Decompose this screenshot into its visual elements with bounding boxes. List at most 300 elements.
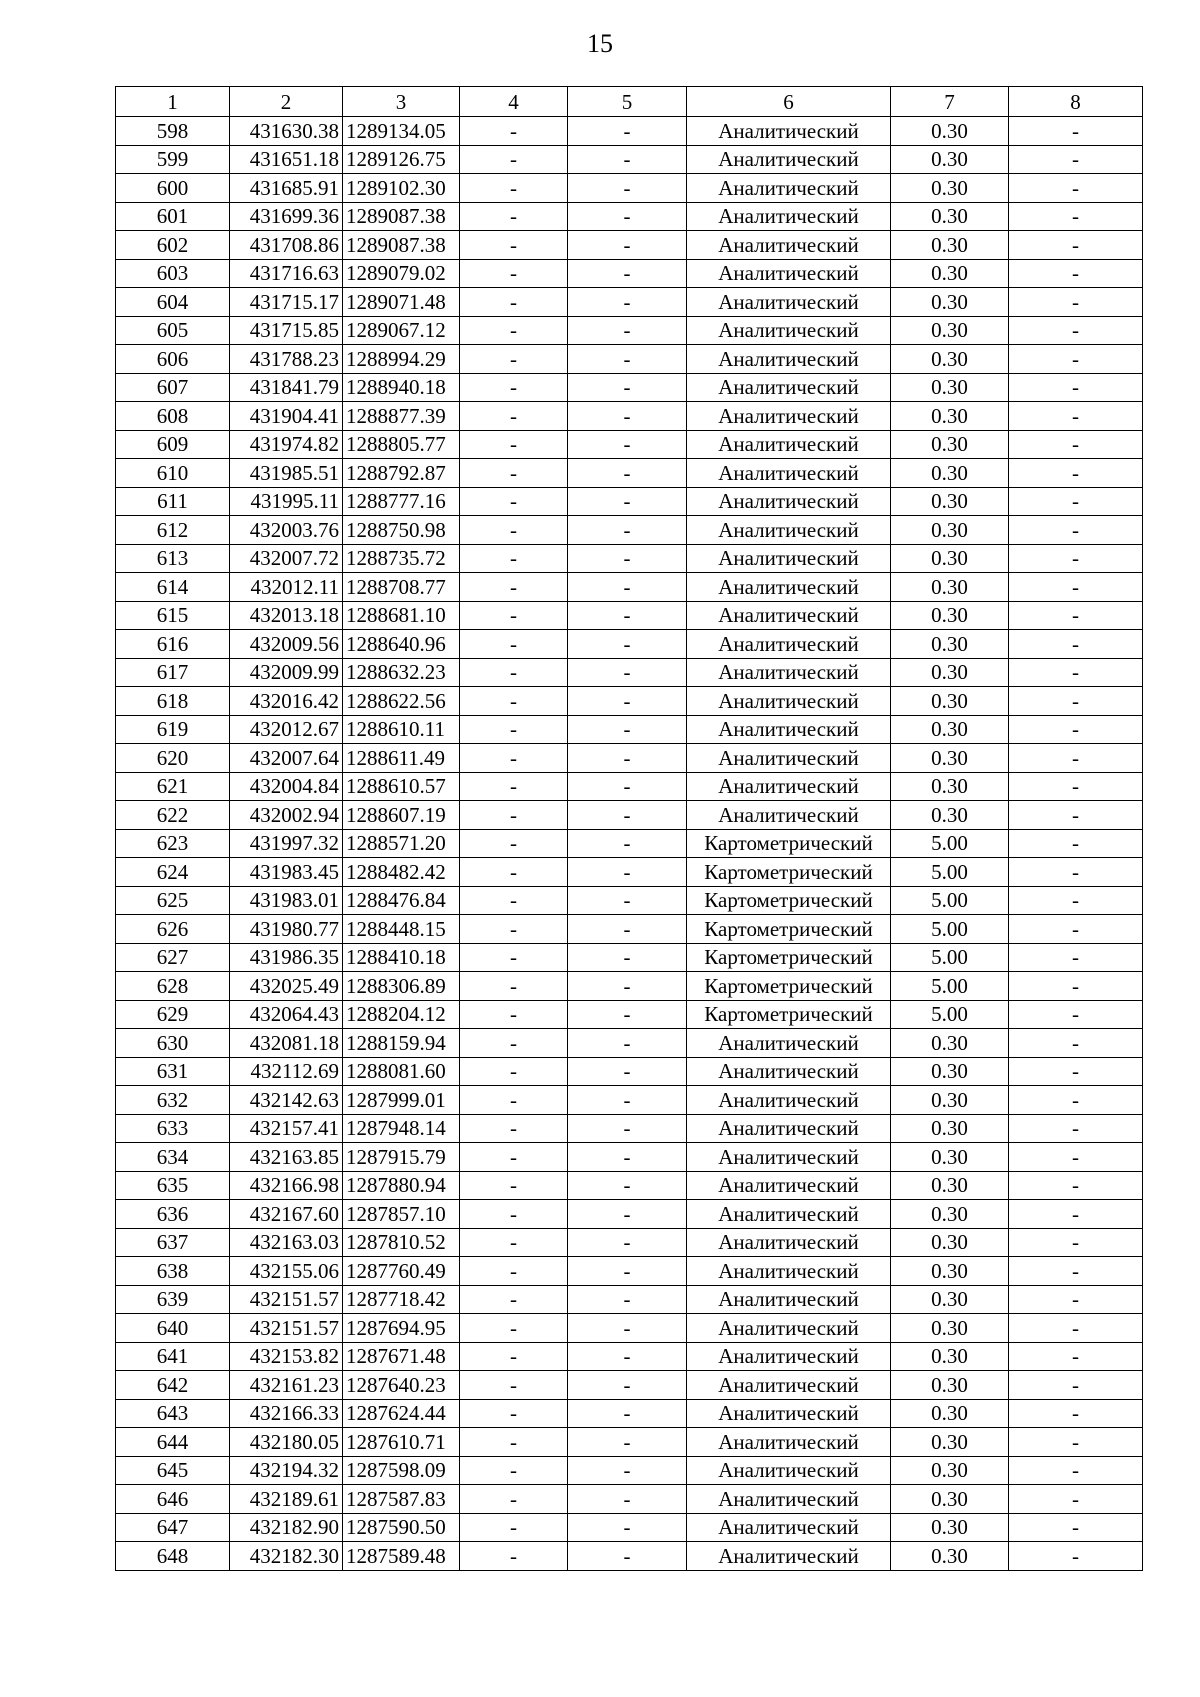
point-number-cell: 623 bbox=[116, 829, 230, 858]
col5-cell: - bbox=[568, 601, 687, 630]
table-row bbox=[116, 1086, 1143, 1115]
col4-cell: - bbox=[460, 430, 568, 459]
x-coordinate-cell: 431715.17 bbox=[230, 288, 343, 317]
y-coordinate-cell: 1288482.42 bbox=[343, 858, 460, 887]
x-coordinate-cell: 431715.85 bbox=[230, 316, 343, 345]
method-cell: Аналитический bbox=[687, 1143, 891, 1172]
table-row bbox=[116, 117, 1143, 146]
table-row bbox=[116, 1029, 1143, 1058]
point-number-cell: 616 bbox=[116, 630, 230, 659]
method-cell: Аналитический bbox=[687, 1171, 891, 1200]
point-number-cell: 648 bbox=[116, 1542, 230, 1571]
table-row bbox=[116, 829, 1143, 858]
method-cell: Аналитический bbox=[687, 1086, 891, 1115]
table-header bbox=[116, 87, 1143, 117]
table-row bbox=[116, 1399, 1143, 1428]
col4-cell: - bbox=[460, 772, 568, 801]
table-row bbox=[116, 943, 1143, 972]
col8-cell: - bbox=[1009, 972, 1143, 1001]
col4-cell: - bbox=[460, 117, 568, 146]
y-coordinate-cell: 1288750.98 bbox=[343, 516, 460, 545]
col5-cell: - bbox=[568, 1285, 687, 1314]
accuracy-cell: 0.30 bbox=[891, 1200, 1009, 1229]
method-cell: Аналитический bbox=[687, 1200, 891, 1229]
accuracy-cell: 0.30 bbox=[891, 630, 1009, 659]
col4-cell: - bbox=[460, 1314, 568, 1343]
x-coordinate-cell: 431985.51 bbox=[230, 459, 343, 488]
col5-cell: - bbox=[568, 573, 687, 602]
col4-cell: - bbox=[460, 943, 568, 972]
col4-cell: - bbox=[460, 1371, 568, 1400]
x-coordinate-cell: 432081.18 bbox=[230, 1029, 343, 1058]
method-cell: Аналитический bbox=[687, 516, 891, 545]
point-number-cell: 618 bbox=[116, 687, 230, 716]
table-row bbox=[116, 544, 1143, 573]
accuracy-cell: 0.30 bbox=[891, 1513, 1009, 1542]
table-row bbox=[116, 1114, 1143, 1143]
point-number-cell: 599 bbox=[116, 145, 230, 174]
x-coordinate-cell: 432004.84 bbox=[230, 772, 343, 801]
table-row bbox=[116, 1171, 1143, 1200]
accuracy-cell: 5.00 bbox=[891, 1000, 1009, 1029]
y-coordinate-cell: 1288306.89 bbox=[343, 972, 460, 1001]
x-coordinate-cell: 432007.64 bbox=[230, 744, 343, 773]
x-coordinate-cell: 431788.23 bbox=[230, 345, 343, 374]
point-number-cell: 604 bbox=[116, 288, 230, 317]
x-coordinate-cell: 432012.67 bbox=[230, 715, 343, 744]
x-coordinate-cell: 432112.69 bbox=[230, 1057, 343, 1086]
accuracy-cell: 0.30 bbox=[891, 744, 1009, 773]
point-number-cell: 641 bbox=[116, 1342, 230, 1371]
y-coordinate-cell: 1288632.23 bbox=[343, 658, 460, 687]
col8-cell: - bbox=[1009, 1057, 1143, 1086]
table-row bbox=[116, 316, 1143, 345]
point-number-cell: 640 bbox=[116, 1314, 230, 1343]
accuracy-cell: 0.30 bbox=[891, 715, 1009, 744]
accuracy-cell: 5.00 bbox=[891, 858, 1009, 887]
col8-cell: - bbox=[1009, 1257, 1143, 1286]
point-number-cell: 629 bbox=[116, 1000, 230, 1029]
x-coordinate-cell: 432151.57 bbox=[230, 1285, 343, 1314]
col8-cell: - bbox=[1009, 630, 1143, 659]
y-coordinate-cell: 1288081.60 bbox=[343, 1057, 460, 1086]
col8-cell: - bbox=[1009, 858, 1143, 887]
col8-cell: - bbox=[1009, 1029, 1143, 1058]
x-coordinate-cell: 432163.03 bbox=[230, 1228, 343, 1257]
accuracy-cell: 0.30 bbox=[891, 573, 1009, 602]
x-coordinate-cell: 432182.30 bbox=[230, 1542, 343, 1571]
col4-cell: - bbox=[460, 145, 568, 174]
accuracy-cell: 0.30 bbox=[891, 1257, 1009, 1286]
table-row bbox=[116, 687, 1143, 716]
col4-cell: - bbox=[460, 402, 568, 431]
method-cell: Картометрический bbox=[687, 829, 891, 858]
y-coordinate-cell: 1288792.87 bbox=[343, 459, 460, 488]
col5-cell: - bbox=[568, 202, 687, 231]
col5-cell: - bbox=[568, 1029, 687, 1058]
method-cell: Аналитический bbox=[687, 544, 891, 573]
col5-cell: - bbox=[568, 316, 687, 345]
y-coordinate-cell: 1288204.12 bbox=[343, 1000, 460, 1029]
table-row bbox=[116, 373, 1143, 402]
y-coordinate-cell: 1287587.83 bbox=[343, 1485, 460, 1514]
accuracy-cell: 0.30 bbox=[891, 1171, 1009, 1200]
point-number-cell: 620 bbox=[116, 744, 230, 773]
point-number-cell: 612 bbox=[116, 516, 230, 545]
x-coordinate-cell: 431630.38 bbox=[230, 117, 343, 146]
y-coordinate-cell: 1287999.01 bbox=[343, 1086, 460, 1115]
y-coordinate-cell: 1287624.44 bbox=[343, 1399, 460, 1428]
accuracy-cell: 0.30 bbox=[891, 174, 1009, 203]
column-header-7: 7 bbox=[891, 87, 1009, 117]
point-number-cell: 647 bbox=[116, 1513, 230, 1542]
x-coordinate-cell: 431974.82 bbox=[230, 430, 343, 459]
col5-cell: - bbox=[568, 1000, 687, 1029]
accuracy-cell: 5.00 bbox=[891, 829, 1009, 858]
col4-cell: - bbox=[460, 1513, 568, 1542]
table-row bbox=[116, 174, 1143, 203]
y-coordinate-cell: 1288994.29 bbox=[343, 345, 460, 374]
table-row bbox=[116, 1200, 1143, 1229]
y-coordinate-cell: 1288777.16 bbox=[343, 487, 460, 516]
point-number-cell: 624 bbox=[116, 858, 230, 887]
accuracy-cell: 5.00 bbox=[891, 915, 1009, 944]
col8-cell: - bbox=[1009, 288, 1143, 317]
y-coordinate-cell: 1288410.18 bbox=[343, 943, 460, 972]
accuracy-cell: 0.30 bbox=[891, 516, 1009, 545]
col5-cell: - bbox=[568, 1513, 687, 1542]
x-coordinate-cell: 432163.85 bbox=[230, 1143, 343, 1172]
method-cell: Аналитический bbox=[687, 630, 891, 659]
y-coordinate-cell: 1289071.48 bbox=[343, 288, 460, 317]
x-coordinate-cell: 431685.91 bbox=[230, 174, 343, 203]
col4-cell: - bbox=[460, 1029, 568, 1058]
table-row bbox=[116, 1342, 1143, 1371]
table-row bbox=[116, 715, 1143, 744]
method-cell: Аналитический bbox=[687, 288, 891, 317]
col5-cell: - bbox=[568, 658, 687, 687]
col8-cell: - bbox=[1009, 1513, 1143, 1542]
col5-cell: - bbox=[568, 772, 687, 801]
accuracy-cell: 0.30 bbox=[891, 459, 1009, 488]
table-row bbox=[116, 1228, 1143, 1257]
col8-cell: - bbox=[1009, 1143, 1143, 1172]
table-row bbox=[116, 145, 1143, 174]
column-header-6: 6 bbox=[687, 87, 891, 117]
col4-cell: - bbox=[460, 316, 568, 345]
method-cell: Аналитический bbox=[687, 1371, 891, 1400]
col5-cell: - bbox=[568, 402, 687, 431]
col5-cell: - bbox=[568, 117, 687, 146]
method-cell: Картометрический bbox=[687, 915, 891, 944]
method-cell: Картометрический bbox=[687, 1000, 891, 1029]
y-coordinate-cell: 1287671.48 bbox=[343, 1342, 460, 1371]
y-coordinate-cell: 1287915.79 bbox=[343, 1143, 460, 1172]
accuracy-cell: 0.30 bbox=[891, 658, 1009, 687]
method-cell: Аналитический bbox=[687, 259, 891, 288]
col5-cell: - bbox=[568, 373, 687, 402]
col5-cell: - bbox=[568, 687, 687, 716]
accuracy-cell: 0.30 bbox=[891, 544, 1009, 573]
y-coordinate-cell: 1287948.14 bbox=[343, 1114, 460, 1143]
table-row bbox=[116, 886, 1143, 915]
table-row bbox=[116, 202, 1143, 231]
method-cell: Аналитический bbox=[687, 402, 891, 431]
accuracy-cell: 0.30 bbox=[891, 345, 1009, 374]
x-coordinate-cell: 431980.77 bbox=[230, 915, 343, 944]
y-coordinate-cell: 1287857.10 bbox=[343, 1200, 460, 1229]
x-coordinate-cell: 432194.32 bbox=[230, 1456, 343, 1485]
method-cell: Картометрический bbox=[687, 886, 891, 915]
x-coordinate-cell: 432153.82 bbox=[230, 1342, 343, 1371]
x-coordinate-cell: 432013.18 bbox=[230, 601, 343, 630]
col5-cell: - bbox=[568, 288, 687, 317]
table-row bbox=[116, 487, 1143, 516]
col5-cell: - bbox=[568, 231, 687, 260]
point-number-cell: 607 bbox=[116, 373, 230, 402]
accuracy-cell: 0.30 bbox=[891, 687, 1009, 716]
col8-cell: - bbox=[1009, 1171, 1143, 1200]
col5-cell: - bbox=[568, 1257, 687, 1286]
table-row bbox=[116, 1542, 1143, 1571]
col8-cell: - bbox=[1009, 744, 1143, 773]
y-coordinate-cell: 1288640.96 bbox=[343, 630, 460, 659]
table-row bbox=[116, 1143, 1143, 1172]
table-row bbox=[116, 430, 1143, 459]
col4-cell: - bbox=[460, 744, 568, 773]
accuracy-cell: 0.30 bbox=[891, 1228, 1009, 1257]
point-number-cell: 613 bbox=[116, 544, 230, 573]
table-row bbox=[116, 1456, 1143, 1485]
point-number-cell: 617 bbox=[116, 658, 230, 687]
x-coordinate-cell: 431716.63 bbox=[230, 259, 343, 288]
accuracy-cell: 5.00 bbox=[891, 886, 1009, 915]
col4-cell: - bbox=[460, 1200, 568, 1229]
x-coordinate-cell: 432167.60 bbox=[230, 1200, 343, 1229]
y-coordinate-cell: 1288610.57 bbox=[343, 772, 460, 801]
method-cell: Аналитический bbox=[687, 1399, 891, 1428]
accuracy-cell: 0.30 bbox=[891, 1485, 1009, 1514]
point-number-cell: 625 bbox=[116, 886, 230, 915]
column-header-1: 1 bbox=[116, 87, 230, 117]
point-number-cell: 635 bbox=[116, 1171, 230, 1200]
method-cell: Картометрический bbox=[687, 943, 891, 972]
col8-cell: - bbox=[1009, 259, 1143, 288]
col4-cell: - bbox=[460, 231, 568, 260]
point-number-cell: 636 bbox=[116, 1200, 230, 1229]
point-number-cell: 605 bbox=[116, 316, 230, 345]
accuracy-cell: 0.30 bbox=[891, 1086, 1009, 1115]
table-row bbox=[116, 915, 1143, 944]
col4-cell: - bbox=[460, 1342, 568, 1371]
x-coordinate-cell: 432016.42 bbox=[230, 687, 343, 716]
col8-cell: - bbox=[1009, 231, 1143, 260]
accuracy-cell: 0.30 bbox=[891, 1314, 1009, 1343]
x-coordinate-cell: 432064.43 bbox=[230, 1000, 343, 1029]
table-row bbox=[116, 772, 1143, 801]
method-cell: Картометрический bbox=[687, 858, 891, 887]
method-cell: Аналитический bbox=[687, 1228, 891, 1257]
accuracy-cell: 0.30 bbox=[891, 1143, 1009, 1172]
x-coordinate-cell: 432012.11 bbox=[230, 573, 343, 602]
method-cell: Аналитический bbox=[687, 117, 891, 146]
table-row bbox=[116, 658, 1143, 687]
col4-cell: - bbox=[460, 1143, 568, 1172]
method-cell: Аналитический bbox=[687, 715, 891, 744]
table-row bbox=[116, 1428, 1143, 1457]
accuracy-cell: 0.30 bbox=[891, 231, 1009, 260]
method-cell: Аналитический bbox=[687, 601, 891, 630]
y-coordinate-cell: 1287589.48 bbox=[343, 1542, 460, 1571]
col4-cell: - bbox=[460, 972, 568, 1001]
col4-cell: - bbox=[460, 886, 568, 915]
method-cell: Аналитический bbox=[687, 1485, 891, 1514]
col4-cell: - bbox=[460, 544, 568, 573]
point-number-cell: 627 bbox=[116, 943, 230, 972]
y-coordinate-cell: 1289102.30 bbox=[343, 174, 460, 203]
table-row bbox=[116, 601, 1143, 630]
point-number-cell: 614 bbox=[116, 573, 230, 602]
x-coordinate-cell: 432007.72 bbox=[230, 544, 343, 573]
y-coordinate-cell: 1288681.10 bbox=[343, 601, 460, 630]
point-number-cell: 615 bbox=[116, 601, 230, 630]
col5-cell: - bbox=[568, 1485, 687, 1514]
y-coordinate-cell: 1287880.94 bbox=[343, 1171, 460, 1200]
method-cell: Аналитический bbox=[687, 459, 891, 488]
table-row bbox=[116, 858, 1143, 887]
col8-cell: - bbox=[1009, 1342, 1143, 1371]
col4-cell: - bbox=[460, 459, 568, 488]
col4-cell: - bbox=[460, 1485, 568, 1514]
col8-cell: - bbox=[1009, 516, 1143, 545]
y-coordinate-cell: 1287760.49 bbox=[343, 1257, 460, 1286]
col8-cell: - bbox=[1009, 1314, 1143, 1343]
col8-cell: - bbox=[1009, 373, 1143, 402]
accuracy-cell: 0.30 bbox=[891, 1371, 1009, 1400]
y-coordinate-cell: 1287810.52 bbox=[343, 1228, 460, 1257]
col8-cell: - bbox=[1009, 687, 1143, 716]
column-header-3: 3 bbox=[343, 87, 460, 117]
x-coordinate-cell: 431904.41 bbox=[230, 402, 343, 431]
col5-cell: - bbox=[568, 1371, 687, 1400]
method-cell: Аналитический bbox=[687, 573, 891, 602]
table-row bbox=[116, 1314, 1143, 1343]
method-cell: Аналитический bbox=[687, 430, 891, 459]
method-cell: Аналитический bbox=[687, 801, 891, 830]
col4-cell: - bbox=[460, 1057, 568, 1086]
col5-cell: - bbox=[568, 1399, 687, 1428]
column-header-2: 2 bbox=[230, 87, 343, 117]
col4-cell: - bbox=[460, 801, 568, 830]
x-coordinate-cell: 431651.18 bbox=[230, 145, 343, 174]
col5-cell: - bbox=[568, 886, 687, 915]
accuracy-cell: 0.30 bbox=[891, 316, 1009, 345]
point-number-cell: 642 bbox=[116, 1371, 230, 1400]
x-coordinate-cell: 432161.23 bbox=[230, 1371, 343, 1400]
col5-cell: - bbox=[568, 801, 687, 830]
y-coordinate-cell: 1287694.95 bbox=[343, 1314, 460, 1343]
col8-cell: - bbox=[1009, 772, 1143, 801]
point-number-cell: 634 bbox=[116, 1143, 230, 1172]
y-coordinate-cell: 1288607.19 bbox=[343, 801, 460, 830]
point-number-cell: 633 bbox=[116, 1114, 230, 1143]
point-number-cell: 643 bbox=[116, 1399, 230, 1428]
x-coordinate-cell: 432009.99 bbox=[230, 658, 343, 687]
method-cell: Аналитический bbox=[687, 772, 891, 801]
method-cell: Аналитический bbox=[687, 202, 891, 231]
col8-cell: - bbox=[1009, 117, 1143, 146]
method-cell: Картометрический bbox=[687, 972, 891, 1001]
accuracy-cell: 0.30 bbox=[891, 1456, 1009, 1485]
col8-cell: - bbox=[1009, 658, 1143, 687]
col4-cell: - bbox=[460, 858, 568, 887]
col5-cell: - bbox=[568, 1200, 687, 1229]
col8-cell: - bbox=[1009, 1371, 1143, 1400]
x-coordinate-cell: 432189.61 bbox=[230, 1485, 343, 1514]
x-coordinate-cell: 432151.57 bbox=[230, 1314, 343, 1343]
col5-cell: - bbox=[568, 1342, 687, 1371]
accuracy-cell: 5.00 bbox=[891, 972, 1009, 1001]
col5-cell: - bbox=[568, 972, 687, 1001]
col8-cell: - bbox=[1009, 601, 1143, 630]
accuracy-cell: 0.30 bbox=[891, 1029, 1009, 1058]
table-row bbox=[116, 459, 1143, 488]
point-number-cell: 622 bbox=[116, 801, 230, 830]
x-coordinate-cell: 432166.98 bbox=[230, 1171, 343, 1200]
column-header-5: 5 bbox=[568, 87, 687, 117]
col8-cell: - bbox=[1009, 573, 1143, 602]
x-coordinate-cell: 432182.90 bbox=[230, 1513, 343, 1542]
table-row bbox=[116, 972, 1143, 1001]
col8-cell: - bbox=[1009, 1000, 1143, 1029]
method-cell: Аналитический bbox=[687, 1542, 891, 1571]
method-cell: Аналитический bbox=[687, 487, 891, 516]
table-row bbox=[116, 259, 1143, 288]
table-row bbox=[116, 231, 1143, 260]
method-cell: Аналитический bbox=[687, 1456, 891, 1485]
accuracy-cell: 0.30 bbox=[891, 373, 1009, 402]
point-number-cell: 603 bbox=[116, 259, 230, 288]
point-number-cell: 598 bbox=[116, 117, 230, 146]
point-number-cell: 601 bbox=[116, 202, 230, 231]
y-coordinate-cell: 1287590.50 bbox=[343, 1513, 460, 1542]
col8-cell: - bbox=[1009, 316, 1143, 345]
y-coordinate-cell: 1288708.77 bbox=[343, 573, 460, 602]
col8-cell: - bbox=[1009, 402, 1143, 431]
method-cell: Аналитический bbox=[687, 231, 891, 260]
col4-cell: - bbox=[460, 174, 568, 203]
x-coordinate-cell: 432009.56 bbox=[230, 630, 343, 659]
col5-cell: - bbox=[568, 858, 687, 887]
accuracy-cell: 0.30 bbox=[891, 259, 1009, 288]
table-row bbox=[116, 630, 1143, 659]
col8-cell: - bbox=[1009, 886, 1143, 915]
x-coordinate-cell: 432155.06 bbox=[230, 1257, 343, 1286]
y-coordinate-cell: 1289087.38 bbox=[343, 202, 460, 231]
col4-cell: - bbox=[460, 1114, 568, 1143]
col4-cell: - bbox=[460, 1542, 568, 1571]
x-coordinate-cell: 431983.45 bbox=[230, 858, 343, 887]
col8-cell: - bbox=[1009, 1086, 1143, 1115]
accuracy-cell: 0.30 bbox=[891, 1428, 1009, 1457]
method-cell: Аналитический bbox=[687, 1285, 891, 1314]
accuracy-cell: 0.30 bbox=[891, 117, 1009, 146]
col4-cell: - bbox=[460, 487, 568, 516]
point-number-cell: 628 bbox=[116, 972, 230, 1001]
method-cell: Аналитический bbox=[687, 1029, 891, 1058]
col5-cell: - bbox=[568, 715, 687, 744]
y-coordinate-cell: 1288159.94 bbox=[343, 1029, 460, 1058]
